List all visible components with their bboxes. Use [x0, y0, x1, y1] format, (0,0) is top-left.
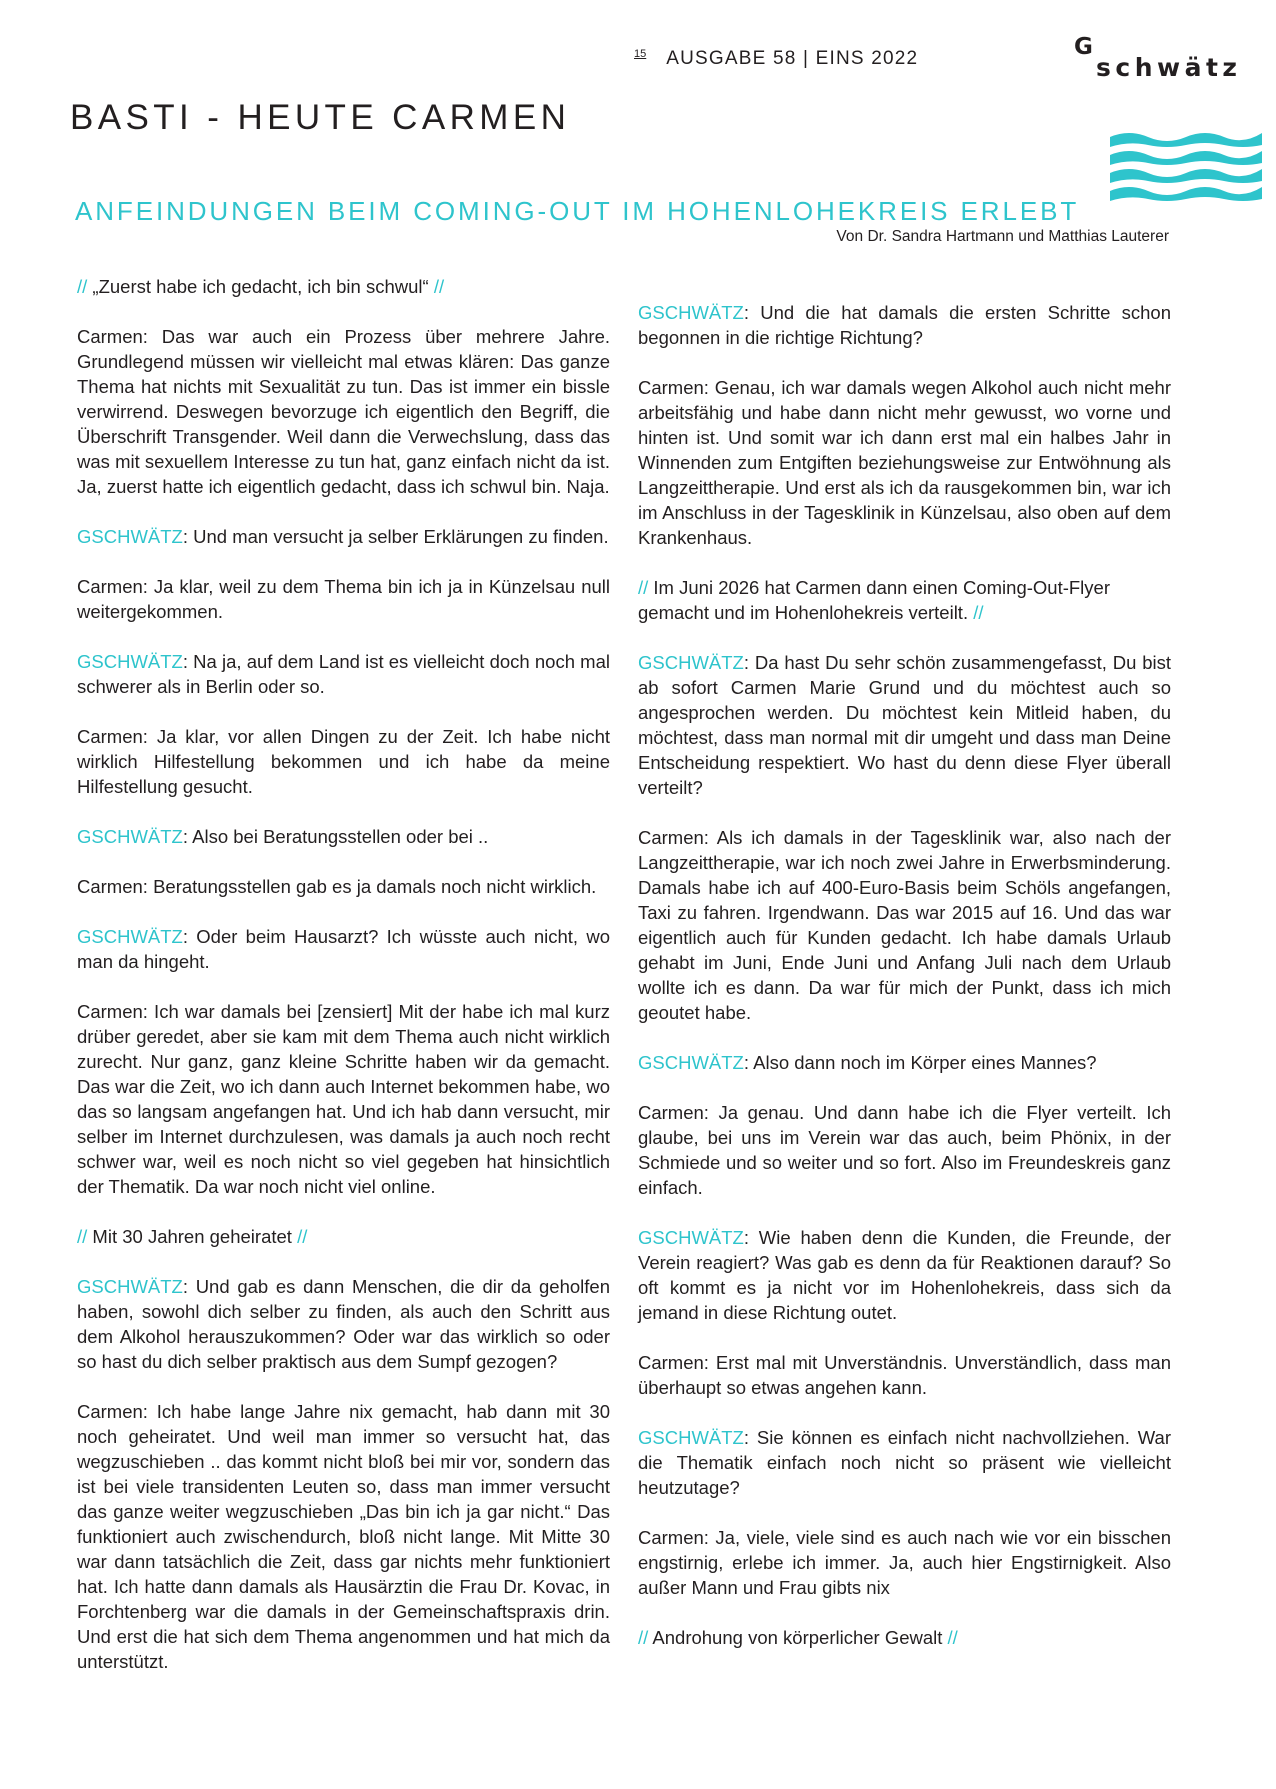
subhead-text: „Zuerst habe ich gedacht, ich bin schwul“ — [92, 276, 429, 297]
slash-marker-close: // — [297, 1226, 308, 1247]
page-number: 15 — [634, 48, 647, 60]
paragraph-text: : Da hast Du sehr schön zusammengefasst, Du bist ab sofort Carmen Marie Grund und du möchtest auch so angesprochen werden. Du möchtest kein Mitleid haben, du möchtest, dass man normal mit dir umgeht und dass man Deine Entscheidung respektiert. Wo hast du denn diese Flyer überall verteilt? — [638, 652, 1171, 798]
interviewer-question — [638, 1225, 1171, 1325]
interviewee-answer — [638, 1525, 1171, 1600]
paragraph-text: Carmen: Genau, ich war damals wegen Alkohol auch nicht mehr arbeitsfähig und habe dann nicht mehr gewusst, wo vorne und hinten ist. Und somit war ich dann erst mal ein halbes Jahr in Winnenden zum Entgiften beziehungsweise zur Entwöhnung als Langzeittherapie. Und erst als ich da rausgekommen bin, war ich im Anschluss in der Tagesklinik in Künzelsau, also oben auf dem Krankenhaus. — [638, 377, 1171, 548]
speaker-label: GSCHWÄTZ — [77, 826, 183, 847]
interviewee-answer — [77, 324, 610, 499]
slash-marker-open: // — [77, 1226, 88, 1247]
paragraph-text: : Und die hat damals die ersten Schritte schon begonnen in die richtige Richtung? — [638, 302, 1171, 348]
paragraph-text: : Sie können es einfach nicht nachvollziehen. War die Thematik einfach noch nicht so präsent wie vielleicht heutzutage? — [638, 1427, 1171, 1498]
interviewer-question — [638, 300, 1171, 350]
paragraph-text: Carmen: Erst mal mit Unverständnis. Unverständlich, dass man überhaupt so etwas angehen kann. — [638, 1352, 1171, 1398]
slash-marker-open: // — [638, 577, 649, 598]
issue-label: AUSGABE 58 | EINS 2022 — [666, 48, 919, 69]
paragraph-text: Carmen: Ja genau. Und dann habe ich die Flyer verteilt. Ich glaube, bei uns im Verein war das auch, beim Phönix, in der Schmiede und so weiter und so fort. Also im Freundeskreis ganz einfach. — [638, 1102, 1171, 1198]
paragraph-text: : Oder beim Hausarzt? Ich wüsste auch nicht, wo man da hingeht. — [77, 926, 610, 972]
speaker-label: GSCHWÄTZ — [77, 1276, 183, 1297]
interviewee-answer — [77, 574, 610, 624]
speaker-label: GSCHWÄTZ — [77, 526, 183, 547]
paragraph-text: Carmen: Ja klar, vor allen Dingen zu der Zeit. Ich habe nicht wirklich Hilfestellung bekommen und ich habe da meine Hilfestellung gesucht. — [77, 726, 610, 797]
paragraph-text: : Und gab es dann Menschen, die dir da geholfen haben, sowohl dich selber zu finden, als auch den Schritt aus dem Alkohol herauszukommen? Oder war das wirklich so oder so hast du dich selber praktisch aus dem Sumpf gezogen? — [77, 1276, 610, 1372]
paragraph-text: Carmen: Das war auch ein Prozess über mehrere Jahre. Grundlegend müssen wir vielleicht mal etwas klären: Das ganze Thema hat nichts mit Sexualität zu tun. Das ist immer ein bissle verwirrend. Deswegen bevorzuge ich eigentlich den Begriff, die Überschrift Transgender. Weil dann die Verwechslung, dass das was mit sexuellem Interesse zu tun hat, ganz einfach nicht da ist. Ja, zuerst hatte ich eigentlich gedacht, dass ich schwul bin. Naja. — [77, 326, 610, 497]
interviewee-answer — [77, 1399, 610, 1674]
slash-marker-close: // — [433, 276, 445, 297]
paragraph-text: Carmen: Als ich damals in der Tagesklinik war, also nach der Langzeittherapie, war ich noch zwei Jahre in Erwerbsminderung. Damals habe ich auf 400-Euro-Basis beim Schöls angefangen, Taxi zu fahren. Irgendwann. Das war 2015 auf 16. Und das war eigentlich auch für Kunden gedacht. Ich habe damals Urlaub gehabt im Juni, Ende Juni und Anfang Juli nach dem Urlaub wollte ich es dann. Da war für mich der Punkt, dass ich mich geoutet habe. — [638, 827, 1171, 1023]
subhead-text: Im Juni 2026 hat Carmen dann einen Coming-Out-Flyer gemacht und im Hohenlohekreis verteilt. — [638, 577, 1110, 623]
paragraph-text: Carmen: Ich habe lange Jahre nix gemacht, hab dann mit 30 noch geheiratet. Und weil man immer so versucht hat, das wegzuschieben .. das kommt nicht bloß bei mir vor, sondern das ist bei viele transidenten Leuten so, dass man immer versucht das ganze weiter wegzuschieben „Das bin ich ja gar nicht.“ Das funktioniert auch zwischendurch, bloß nicht lange. Mit Mitte 30 war dann tatsächlich die Zeit, dass gar nichts mehr funktioniert hat. Ich hatte dann damals als Hausärztin die Frau Dr. Kovac, in Forchtenberg war die damals in der Gemeinschaftspraxis drin. Und erst die hat sich dem Thema angenommen und hat mich da unterstützt. — [77, 1401, 610, 1672]
speaker-label: GSCHWÄTZ — [77, 651, 183, 672]
right-column — [638, 300, 1171, 1675]
left-column — [77, 274, 610, 1699]
logo-letter-g: G — [1074, 34, 1093, 60]
issue-info — [634, 48, 918, 70]
interviewer-question — [77, 1274, 610, 1374]
interviewee-answer — [638, 1100, 1171, 1200]
article-title: BASTI - HEUTE CARMEN — [70, 98, 571, 137]
article-subtitle: ANFEINDUNGEN BEIM COMING-OUT IM HOHENLOHEKREIS ERLEBT — [75, 196, 1080, 226]
slash-marker-close: // — [947, 1627, 958, 1648]
paragraph-text: : Und man versucht ja selber Erklärungen zu finden. — [182, 526, 609, 547]
paragraph-text: : Also dann noch im Körper eines Mannes? — [743, 1052, 1097, 1073]
section-subhead — [77, 274, 610, 299]
slash-marker-open: // — [77, 276, 88, 297]
interviewee-answer — [638, 1350, 1171, 1400]
interviewer-question — [638, 1050, 1171, 1075]
interviewee-answer — [77, 724, 610, 799]
speaker-label: GSCHWÄTZ — [638, 652, 744, 673]
article-byline: Von Dr. Sandra Hartmann und Matthias Lauterer — [836, 228, 1169, 245]
interviewee-answer — [638, 825, 1171, 1025]
interviewer-question — [77, 524, 610, 549]
speaker-label: GSCHWÄTZ — [638, 1227, 744, 1248]
interviewee-answer — [77, 874, 610, 899]
paragraph-text: : Wie haben denn die Kunden, die Freunde, der Verein reagiert? Was gab es denn da für Reaktionen darauf? So oft kommt es ja nicht vor im Hohenlohekreis, dass sich da jemand in diese Richtung outet. — [638, 1227, 1171, 1323]
speaker-label: GSCHWÄTZ — [77, 926, 183, 947]
paragraph-text: : Na ja, auf dem Land ist es vielleicht doch noch mal schwerer als in Berlin oder so. — [77, 651, 610, 697]
paragraph-text: Carmen: Ja, viele, viele sind es auch nach wie vor ein bisschen engstirnig, erlebe ich immer. Ja, auch hier Engstirnigkeit. Also außer Mann und Frau gibts nix — [638, 1527, 1171, 1598]
interviewer-question — [638, 650, 1171, 800]
gschwaetz-logo — [1074, 36, 1254, 80]
interviewer-question — [77, 924, 610, 974]
slash-marker-open: // — [638, 1627, 649, 1648]
subhead-text: Mit 30 Jahren geheiratet — [92, 1226, 292, 1247]
paragraph-text: Carmen: Ich war damals bei [zensiert] Mit der habe ich mal kurz drüber geredet, aber sie kam mit dem Thema auch nicht wirklich zurecht. Nur ganz, ganz kleine Schritte haben wir da gemacht. Das war die Zeit, wo ich dann auch Internet bekommen habe, wo das so langsam angefangen hat. Und ich hab dann versucht, mir selber im Internet durchzulesen, was damals ja auch noch recht schwer war, weil es noch nicht so viel gegeben hat hinsichtlich der Thematik. Da war noch nicht viel online. — [77, 1001, 610, 1197]
section-subhead — [638, 1625, 1171, 1650]
section-subhead — [77, 1224, 610, 1249]
subhead-text: Androhung von körperlicher Gewalt — [652, 1627, 943, 1648]
interviewee-answer — [638, 375, 1171, 550]
speaker-label: GSCHWÄTZ — [638, 1052, 744, 1073]
interviewer-question — [638, 1425, 1171, 1500]
waves-logo-icon — [1110, 133, 1262, 203]
paragraph-text: Carmen: Ja klar, weil zu dem Thema bin ich ja in Künzelsau null weitergekommen. — [77, 576, 610, 622]
interviewee-answer — [77, 999, 610, 1199]
logo-wordmark: schwätz — [1096, 53, 1242, 82]
speaker-label: GSCHWÄTZ — [638, 1427, 744, 1448]
paragraph-text: Carmen: Beratungsstellen gab es ja damals noch nicht wirklich. — [77, 876, 597, 897]
paragraph-text: : Also bei Beratungsstellen oder bei .. — [182, 826, 489, 847]
slash-marker-close: // — [973, 602, 984, 623]
section-subhead — [638, 575, 1171, 625]
interviewer-question — [77, 649, 610, 699]
speaker-label: GSCHWÄTZ — [638, 302, 744, 323]
interviewer-question — [77, 824, 610, 849]
